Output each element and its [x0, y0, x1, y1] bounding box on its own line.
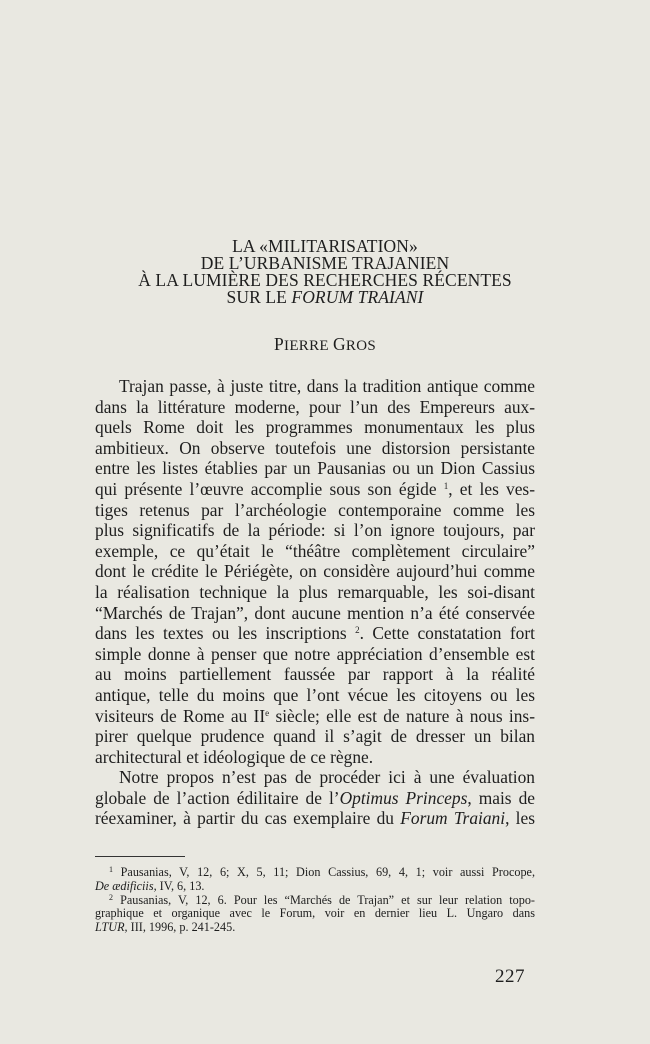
- body-line: au moins partiellement faussée par rapport à la réalité: [95, 664, 535, 685]
- footnote-separator: [95, 856, 185, 857]
- footnote-2-cont: LTUR, III, 1996, p. 241-245.: [95, 920, 236, 935]
- body-line: simple donne à penser que notre appréciation d’ensemble est: [95, 643, 535, 664]
- body-line: entre les listes établies par un Pausanias ou un Dion Cassius: [95, 458, 535, 479]
- body-line: plus significatifs de la période: si l’on ignore toujours, par: [95, 520, 535, 541]
- footnote-2-cont: graphique et organique avec le Forum, voir en dernier lieu L. Ungaro dans: [95, 906, 535, 921]
- body-line: dans les textes ou les inscriptions $^2$. Cette constatation fort: [95, 623, 535, 644]
- body-line: dont le crédite le Périégète, on considère aujourd’hui comme: [95, 561, 535, 582]
- body-line: “Marchés de Trajan”, dont aucune mention n’a été conservée: [95, 602, 535, 623]
- title-line-3: À LA LUMIÈRE DES RECHERCHES RÉCENTES: [138, 270, 512, 290]
- italic-optimus-princeps: Optimus Princeps: [339, 787, 468, 808]
- body-line: pirer quelque prudence quand il s’agit de dresser un bilan: [95, 726, 535, 747]
- century-superscript: e: [265, 707, 270, 718]
- body-line: Trajan passe, à juste titre, dans la tradition antique comme: [119, 376, 535, 396]
- title-italic-forum: FORUM TRAIANI: [291, 287, 424, 307]
- body-line: antique, telle du moins que l’ont vécue les citoyens ou les: [95, 684, 535, 705]
- body-line: visiteurs de Rome au IIe siècle; elle est de nature à nous ins-: [95, 705, 535, 726]
- title-line-1: LA «MILITARISATION»: [232, 236, 418, 256]
- body-line: exemple, ce qu’était le “théâtre complètement circulaire”: [95, 540, 535, 561]
- page-number: 227: [495, 966, 525, 987]
- body-line: ambitieux. On observe toutefois une distorsion persistante: [95, 437, 535, 458]
- body-line: réexaminer, à partir du cas exemplaire du Forum Traiani, les: [95, 808, 535, 829]
- article-title: [0, 238, 650, 306]
- title-line-4: SUR LE FORUM TRAIANI: [226, 287, 424, 307]
- body-line: Notre propos n’est pas de procéder ici à une évaluation: [119, 767, 535, 788]
- footnote-ref-2[interactable]: 2: [355, 625, 360, 636]
- body-line: tiges retenus par l’archéologie contemporaine comme les: [95, 499, 535, 520]
- footnotes: [95, 866, 535, 935]
- author-name: PIERRE GROS: [274, 334, 376, 354]
- footnote-1: $^1$ Pausanias, V, 12, 6; X, 5, 11; Dion Cassius, 69, 4, 1; voir aussi Procope,: [109, 865, 535, 879]
- italic-forum-traiani: Forum Traiani: [400, 808, 506, 829]
- title-line-2: DE L’URBANISME TRAJANIEN: [200, 253, 450, 273]
- footnote-ref-1[interactable]: 1: [443, 480, 449, 491]
- body-line: globale de l’action édilitaire de l’Optimus Princeps, mais de: [95, 787, 535, 808]
- body-line: qui présente l’œuvre accomplie sous son égide $^1$, et les ves-: [95, 478, 535, 499]
- footnote-1-cont: De ædificiis, IV, 6, 13.: [95, 878, 205, 893]
- body-line: architectural et idéologique de ce règne.: [95, 746, 374, 767]
- body-line: quels Rome doit les programmes monumentaux les plus: [95, 417, 535, 438]
- footnote-2: $^2$ Pausanias, V, 12, 6. Pour les “Marchés de Trajan” et sur leur relation topo-: [109, 892, 535, 907]
- body-line: la réalisation technique la plus remarquable, les soi-disant: [95, 581, 535, 602]
- body-text: [95, 376, 535, 829]
- body-line: dans la littérature moderne, pour l’un des Empereurs aux-: [95, 396, 535, 417]
